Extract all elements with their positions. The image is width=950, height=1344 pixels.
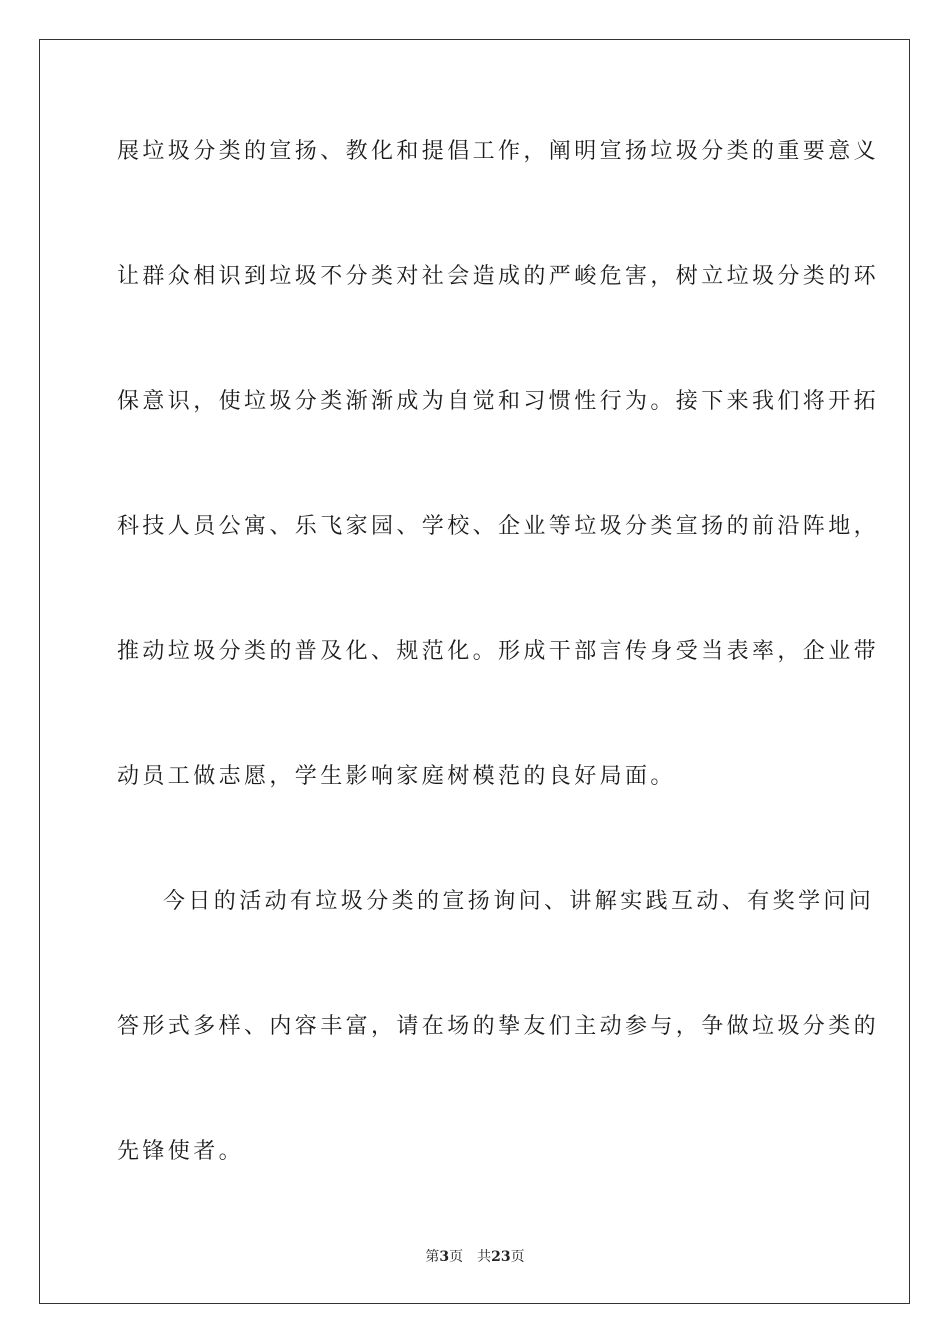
total-prefix: 共 <box>477 1249 492 1265</box>
text-line-6: 动员工做志愿，学生影响家庭树模范的良好局面。 <box>117 764 676 789</box>
page-border <box>39 39 910 1304</box>
page-prefix: 第 <box>425 1249 440 1265</box>
page-footer <box>0 1248 950 1266</box>
text-line-3: 保意识，使垃圾分类渐渐成为自觉和习惯性行为。接下来我们将开拓 <box>117 389 880 414</box>
page-number: 3 <box>439 1249 450 1265</box>
text-line-2: 让群众相识到垃圾不分类对社会造成的严峻危害，树立垃圾分类的环 <box>117 264 880 289</box>
text-line-1: 展垃圾分类的宣扬、教化和提倡工作，阐明宣扬垃圾分类的重要意义 <box>117 139 880 164</box>
total-suffix: 页 <box>510 1249 525 1265</box>
total-pages: 23 <box>491 1249 511 1265</box>
paragraph-2-line-1: 今日的活动有垃圾分类的宣扬询问、讲解实践互动、有奖学问问 <box>163 889 875 914</box>
text-line-5: 推动垃圾分类的普及化、规范化。形成干部言传身受当表率，企业带 <box>117 639 880 664</box>
page-suffix: 页 <box>449 1249 464 1265</box>
paragraph-2-line-2: 答形式多样、内容丰富，请在场的挚友们主动参与，争做垃圾分类的 <box>117 1014 880 1039</box>
text-line-4: 科技人员公寓、乐飞家园、学校、企业等垃圾分类宣扬的前沿阵地， <box>117 514 880 539</box>
paragraph-2-line-3: 先锋使者。 <box>117 1139 245 1164</box>
